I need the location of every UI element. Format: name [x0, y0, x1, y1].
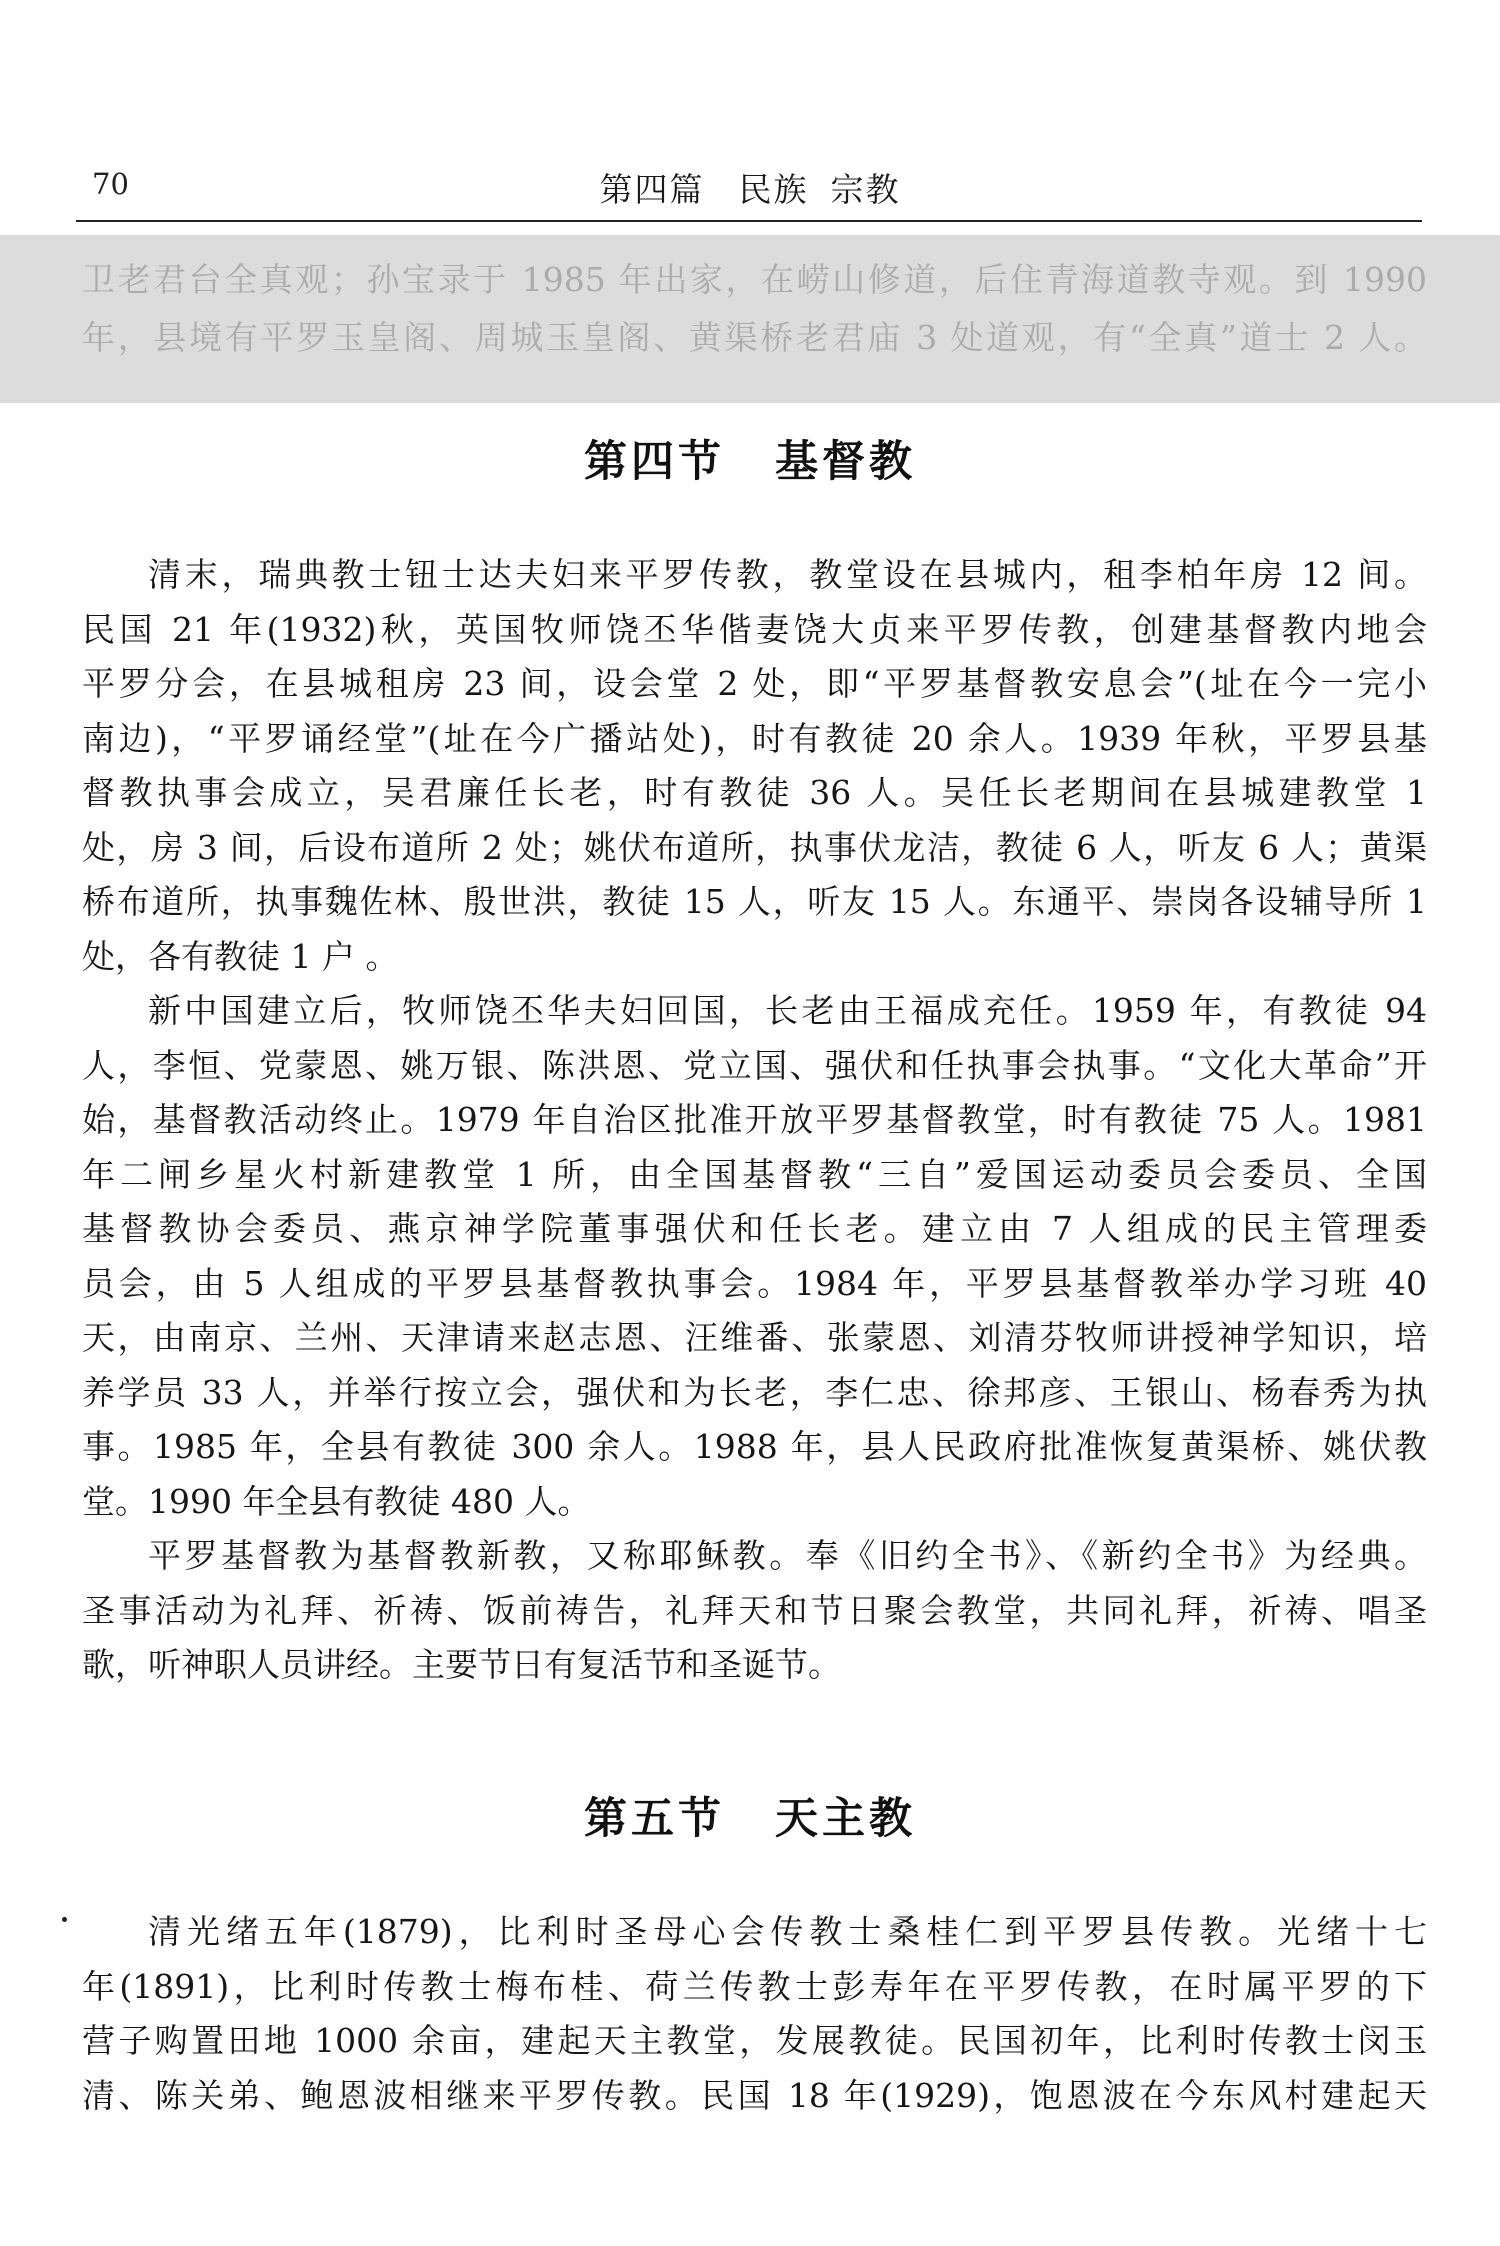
section-number: 第四节 [584, 437, 725, 487]
text-line: 南边)，“平罗诵经堂”(址在今广播站处)，时有教徒 20 余人。1939 年秋，平罗县基 [82, 718, 1427, 758]
paragraph [82, 984, 1427, 1529]
section-title: 基督教 [775, 437, 916, 487]
part-label: 第四篇 [599, 170, 705, 209]
text-line: 处，房 3 间，后设布道所 2 处；姚伏布道所，执事伏龙洁，教徒 6 人，听友 6 人；黄渠 [82, 827, 1427, 867]
text-line: 基督教协会委员、燕京神学院董事强伏和任长老。建立由 7 人组成的民主管理委 [82, 1209, 1427, 1248]
text-line: 新中国建立后，牧师饶丕华夫妇回国，长老由王福成充任。1959 年，有教徒 94 [148, 991, 1427, 1030]
text-line: 平罗基督教为基督教新教，又称耶稣教。奉《旧约全书》、《新约全书》为经典。 [148, 1536, 1427, 1575]
text-line: 始，基督教活动终止。1979 年自治区批准开放平罗基督教堂，时有教徒 75 人。1981 [82, 1100, 1427, 1139]
text-line: 堂。1990 年全县有教徒 480 人。 [82, 1481, 591, 1521]
carryover-band [0, 235, 1500, 403]
section-title: 天主教 [775, 1794, 916, 1844]
page-number: 70 [92, 167, 129, 201]
text-line: 民国 21 年(1932)秋，英国牧师饶丕华偕妻饶大贞来平罗传教，创建基督教内地会 [82, 609, 1427, 649]
header-rule [76, 220, 1422, 222]
text-line: 圣事活动为礼拜、祈祷、饭前祷告，礼拜天和节日聚会教堂，共同礼拜，祈祷、唱圣 [82, 1590, 1427, 1630]
scan-dot [62, 1917, 67, 1922]
text-line: 员会，由 5 人组成的平罗县基督教执事会。1984 年，平罗县基督教举办学习班 40 [82, 1263, 1427, 1303]
part-title-ethnicity: 民族 [738, 170, 809, 209]
text-line: 清光绪五年(1879)，比利时圣母心会传教士桑桂仁到平罗县传教。光绪十七 [148, 1912, 1427, 1951]
carryover-line: 年，县境有平罗玉皇阁、周城玉皇阁、黄渠桥老君庙 3 处道观，有“全真”道士 2 人。 [82, 318, 1427, 357]
text-line: 事。1985 年，全县有教徒 300 余人。1988 年，县人民政府批准恢复黄渠桥、姚伏教 [82, 1427, 1427, 1466]
text-line: 营子购置田地 1000 余亩，建起天主教堂，发展教徒。民国初年，比利时传教士闵玉 [82, 2021, 1427, 2060]
carryover-line: 卫老君台全真观；孙宝录于 1985 年出家，在崂山修道，后住青海道教寺观。到 1990 [82, 260, 1427, 299]
part-title-religion: 宗教 [830, 170, 901, 209]
section-heading-catholicism [0, 1785, 1500, 1846]
section-body-catholicism [82, 1905, 1427, 2123]
text-line: 歌，听神职人员讲经。主要节日有复活节和圣诞节。 [82, 1645, 841, 1684]
text-line: 清末，瑞典教士钮士达夫妇来平罗传教，教堂设在县城内，租李柏年房 12 间。 [148, 555, 1427, 594]
paragraph [82, 1529, 1427, 1693]
text-line: 清、陈关弟、鲍恩波相继来平罗传教。民国 18 年(1929)，饱恩波在今东风村建起天 [82, 2075, 1427, 2115]
text-line: 平罗分会，在县城租房 23 间，设会堂 2 处，即“平罗基督教安息会”(址在今一完小 [82, 664, 1427, 703]
text-line: 桥布道所，执事魏佐林、殷世洪，教徒 15 人，听友 15 人。东通平、崇岗各设辅导所 1 [82, 882, 1427, 921]
text-line: 人，李恒、党蒙恩、姚万银、陈洪恩、党立国、强伏和任执事会执事。“文化大革命”开 [82, 1045, 1427, 1085]
section-number: 第五节 [584, 1794, 725, 1844]
text-line: 天，由南京、兰州、天津请来赵志恩、汪维番、张蒙恩、刘清芬牧师讲授神学知识，培 [82, 1318, 1427, 1357]
section-body-christianity [82, 548, 1427, 1693]
text-line: 年(1891)，比利时传教士梅布桂、荷兰传教士彭寿年在平罗传教，在时属平罗的下 [82, 1966, 1427, 2006]
section-heading-christianity [0, 428, 1500, 489]
text-line: 督教执事会成立，吴君廉任长老，时有教徒 36 人。吴任长老期间在县城建教堂 1 [82, 773, 1427, 812]
text-line: 年二闸乡星火村新建教堂 1 所，由全国基督教“三自”爱国运动委员会委员、全国 [82, 1154, 1427, 1194]
text-line: 处，各有教徒 1 户 。 [82, 936, 399, 976]
text-line: 养学员 33 人，并举行按立会，强伏和为长老，李仁忠、徐邦彦、王银山、杨春秀为执 [82, 1372, 1427, 1412]
paragraph [82, 1905, 1427, 2123]
paragraph [82, 548, 1427, 984]
running-header [0, 164, 1500, 211]
